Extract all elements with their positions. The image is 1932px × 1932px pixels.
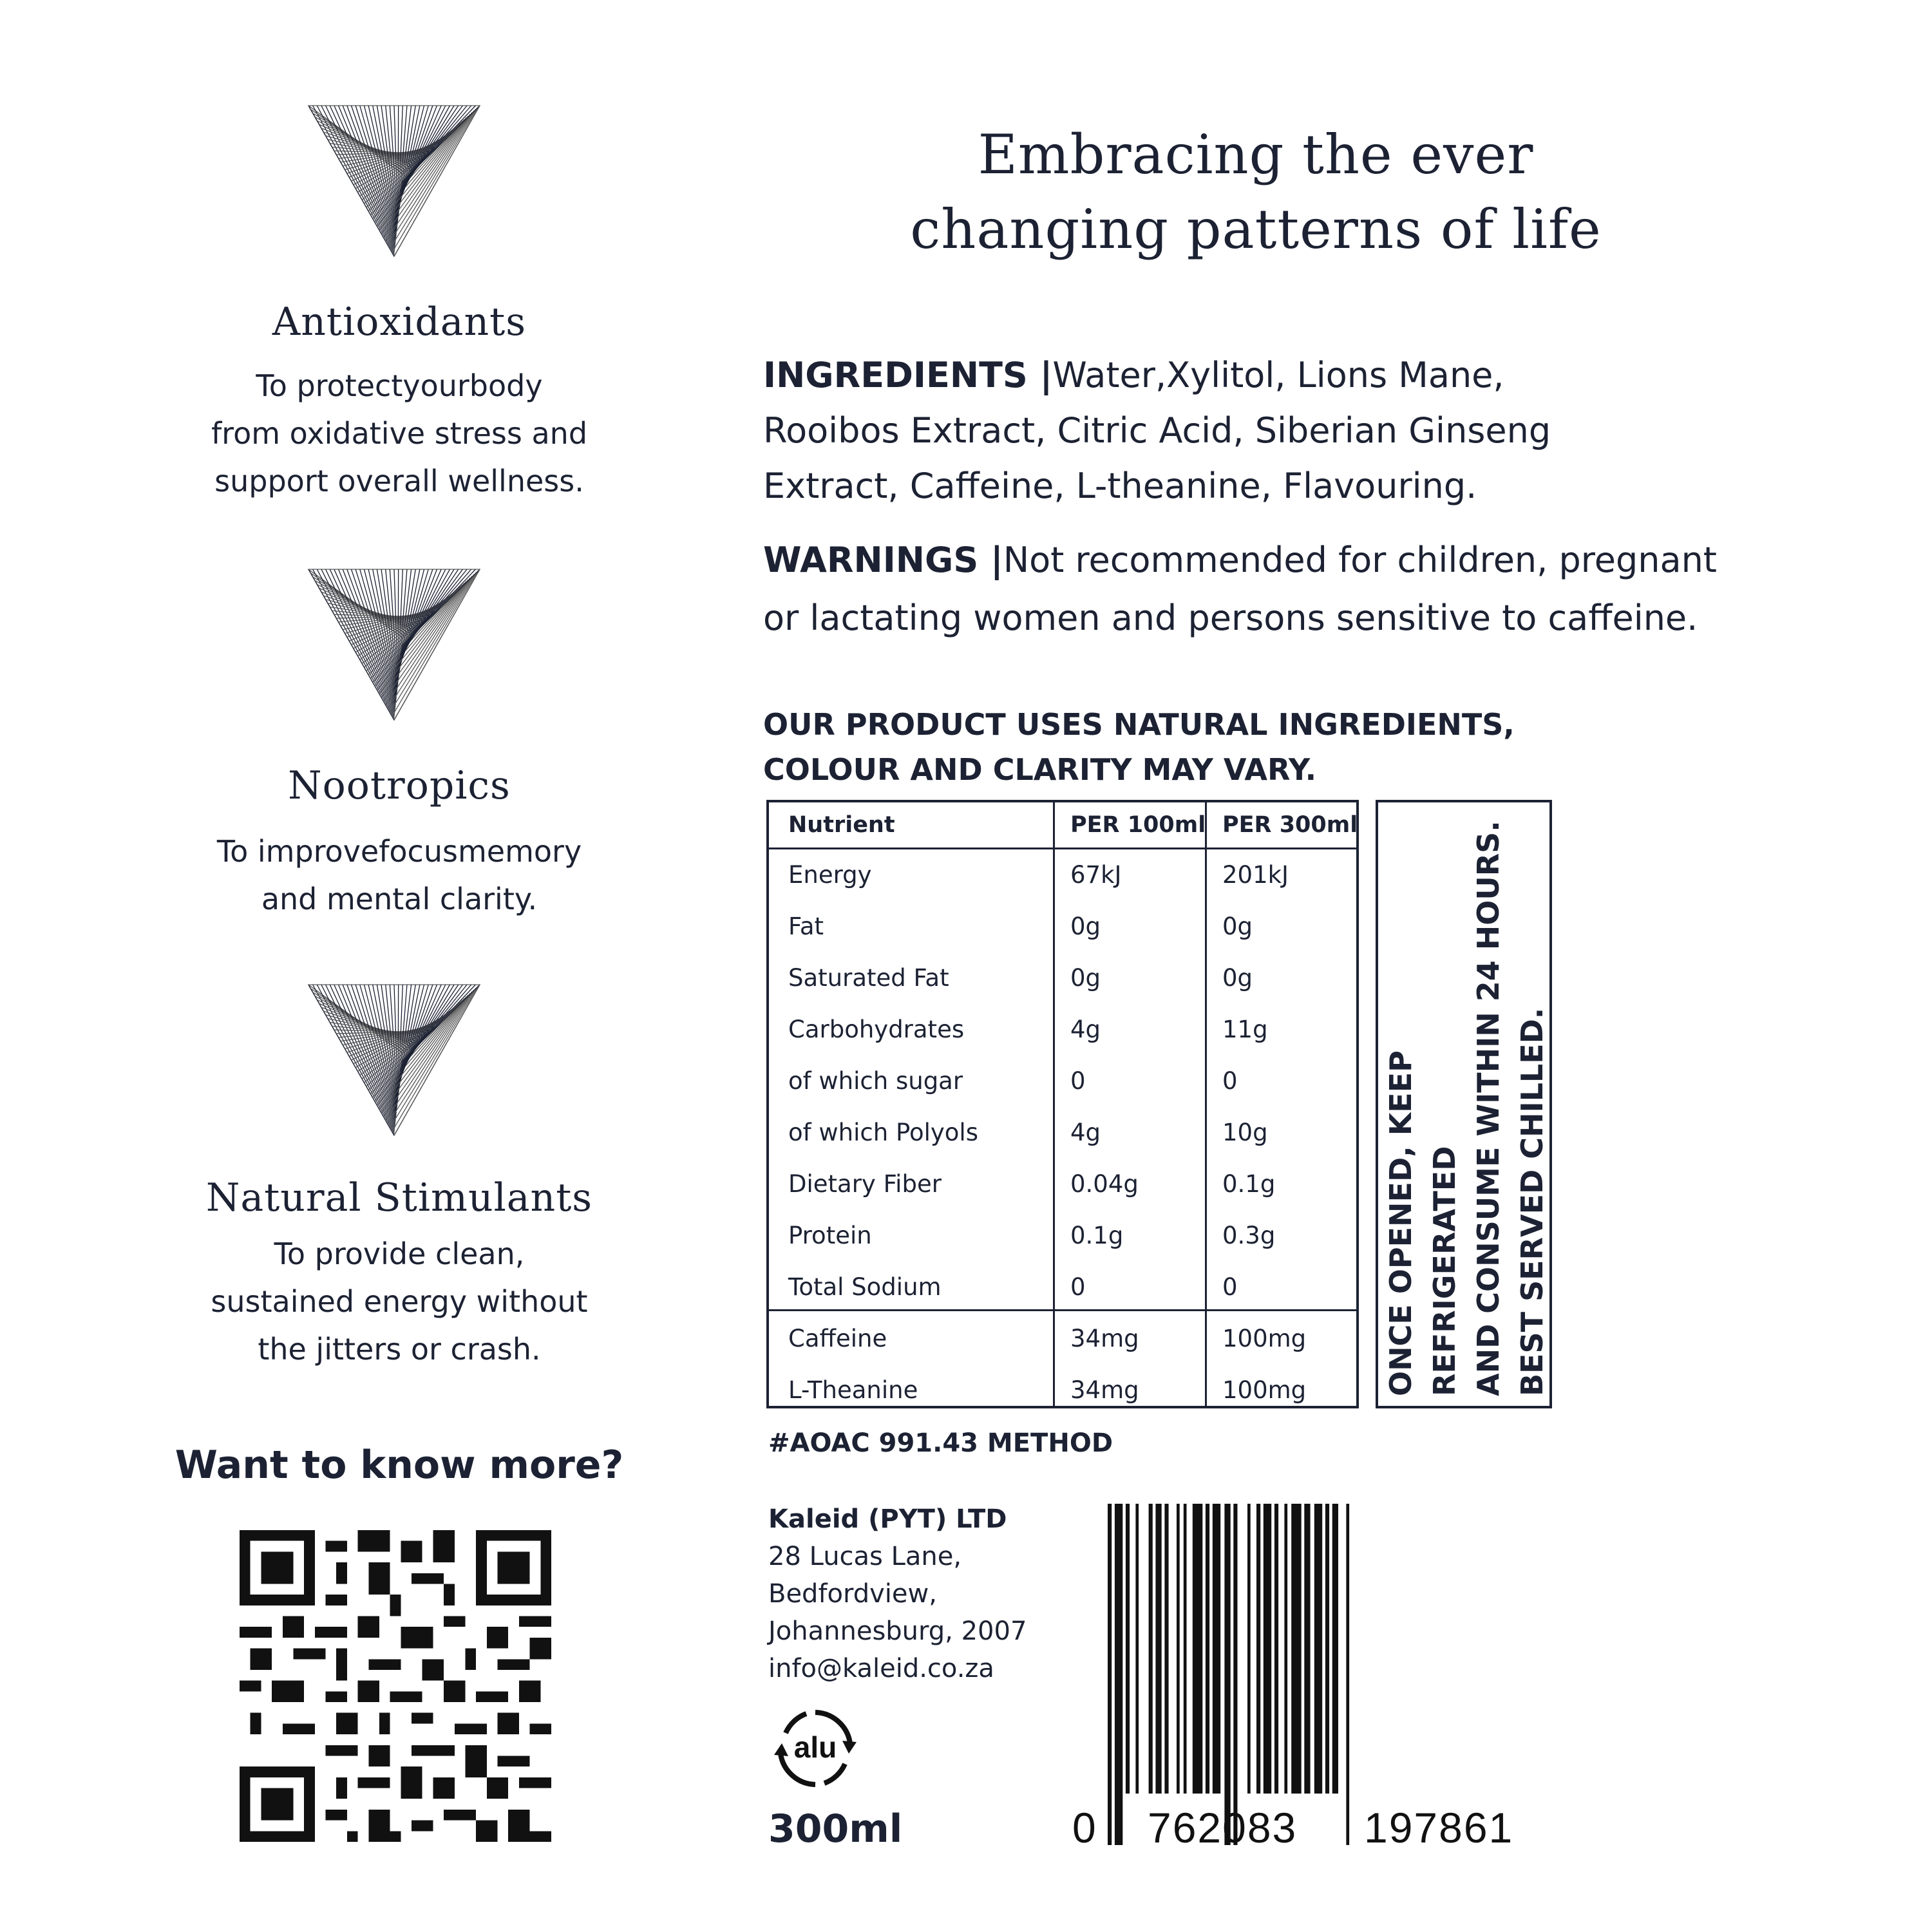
barcode (1108, 1504, 1562, 1845)
headline: Embracing the ever changing patterns of life (910, 123, 1602, 261)
nutrient-per-100ml: 4g (1070, 1119, 1101, 1146)
benefit-title-nootropics: Nootropics (288, 763, 511, 808)
nutrient-per-300ml: 0 (1222, 1067, 1238, 1095)
nutrient-name: Protein (788, 1222, 872, 1249)
nutrient-per-100ml: 0 (1070, 1067, 1086, 1095)
barcode-right-digits: 197861 (1364, 1804, 1514, 1852)
nutrient-per-100ml: 0g (1070, 913, 1101, 940)
method-note: #AOAC 991.43 METHOD (768, 1428, 1113, 1458)
nutrient-name: Carbohydrates (788, 1016, 965, 1043)
nutrient-per-300ml: 10g (1222, 1119, 1268, 1146)
nutrient-per-300ml: 0g (1222, 913, 1253, 940)
nutrient-per-300ml: 0g (1222, 964, 1253, 992)
nutrient-name: Energy (788, 861, 872, 889)
nutrient-per-100ml: 34mg (1070, 1376, 1139, 1404)
nutrient-per-300ml: 201kJ (1222, 861, 1289, 889)
nutrient-name: Fat (788, 913, 824, 940)
nutrient-per-100ml: 0g (1070, 964, 1101, 992)
benefit-title-antioxidants: Antioxidants (272, 299, 527, 345)
company-email[interactable]: info@kaleid.co.za (768, 1654, 994, 1683)
nutrient-per-100ml: 0.04g (1070, 1170, 1139, 1198)
qr-prompt: Want to know more? (175, 1443, 624, 1488)
nutrient-per-300ml: 100mg (1222, 1325, 1307, 1352)
volume-label: 300ml (768, 1806, 903, 1852)
nutrient-per-100ml: 4g (1070, 1016, 1101, 1043)
nutrient-per-300ml: 0.1g (1222, 1170, 1276, 1198)
spiral-triangle-icon (306, 982, 482, 1138)
nutrient-per-300ml: 100mg (1222, 1376, 1307, 1404)
benefit-title-natural-stimulants: Natural Stimulants (205, 1175, 593, 1220)
nutrient-per-300ml: 11g (1222, 1016, 1268, 1043)
nutrition-header-nutrient: Nutrient (788, 812, 895, 838)
benefit-desc-antioxidants: To protectyourbody from oxidative stress and support overall wellness. (211, 368, 588, 498)
nutrient-per-100ml: 0 (1070, 1273, 1086, 1301)
warnings-block: WARNINGS |Not recommended for children, pregnant or lactating women and persons sensitive to caffeine. (763, 540, 1717, 638)
nutrient-name: Saturated Fat (788, 964, 949, 992)
ingredients-block: INGREDIENTS |Water,Xylitol, Lions Mane, Rooibos Extract, Citric Acid, Siberian Ginseng Extract, Caffeine, L-theanine, Flavouring. (763, 355, 1551, 506)
nutrient-per-300ml: 0 (1222, 1273, 1238, 1301)
barcode-left-digits: 762083 (1148, 1804, 1298, 1852)
qr-code[interactable] (240, 1530, 551, 1842)
nutrition-header-per-100ml: PER 100ml (1070, 812, 1206, 838)
nutrient-name: Dietary Fiber (788, 1170, 942, 1198)
storage-instructions-box (1376, 800, 1552, 1408)
recycle-label: alu (793, 1730, 837, 1764)
natural-ingredients-notice: OUR PRODUCT USES NATURAL INGREDIENTS, COLOUR AND CLARITY MAY VARY. (763, 707, 1515, 787)
nutrition-header-per-300ml: PER 300ml (1222, 812, 1358, 838)
company-name: Kaleid (PYT) LTD (768, 1504, 1007, 1534)
warnings-label: WARNINGS | (763, 540, 1003, 580)
nutrient-per-100ml: 34mg (1070, 1325, 1139, 1352)
nutrient-per-100ml: 67kJ (1070, 861, 1122, 889)
spiral-triangle-icon (306, 567, 482, 723)
spiral-triangle-icon (306, 103, 482, 259)
nutrition-table (766, 800, 1359, 1408)
nutrient-name: of which Polyols (788, 1119, 978, 1146)
storage-instructions: ONCE OPENED, KEEP REFRIGERATED AND CONSUME WITHIN 24 HOURS. BEST SERVED CHILLED. (1383, 820, 1549, 1396)
barcode-first-digit: 0 (1072, 1804, 1096, 1852)
nutrient-name: of which sugar (788, 1067, 963, 1095)
nutrient-name: Total Sodium (788, 1273, 942, 1301)
ingredients-label: INGREDIENTS | (763, 355, 1053, 395)
nutrient-per-300ml: 0.3g (1222, 1222, 1276, 1249)
nutrient-name: L-Theanine (788, 1376, 918, 1404)
nutrient-name: Caffeine (788, 1325, 887, 1352)
recycle-alu-icon (770, 1703, 860, 1794)
company-address: Kaleid (PYT) LTD 28 Lucas Lane, Bedfordview, Johannesburg, 2007 info@kaleid.co.za (768, 1501, 1027, 1687)
benefit-desc-nootropics: To improvefocusmemory and mental clarity. (216, 834, 582, 916)
benefit-desc-natural-stimulants: To provide clean, sustained energy without the jitters or crash. (211, 1236, 588, 1367)
nutrient-per-100ml: 0.1g (1070, 1222, 1124, 1249)
